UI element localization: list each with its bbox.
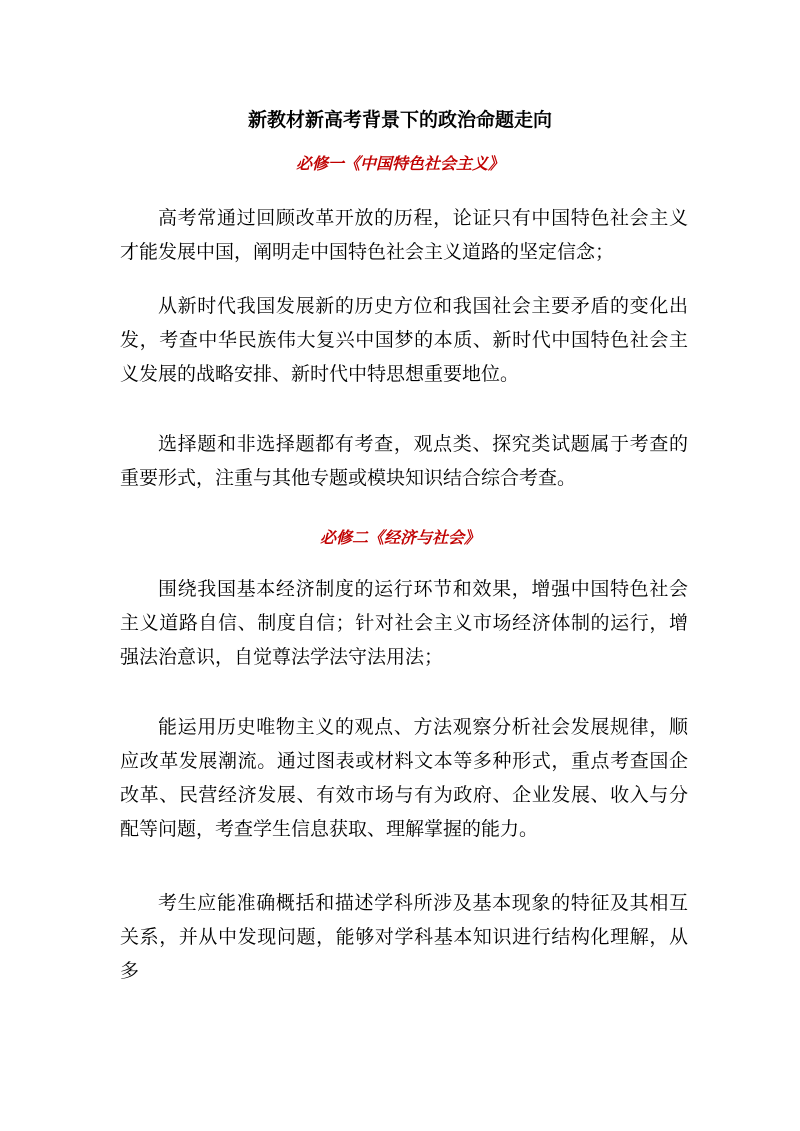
paragraph: 考生应能准确概括和描述学科所涉及基本现象的特征及其相互关系，并从中发现问题，能够对学科基本知识进行结构化理解，从多 xyxy=(120,892,688,982)
paragraph: 能运用历史唯物主义的观点、方法观察分析社会发展规律，顺应改革发展潮流。通过图表或材料文本等多种形式，重点考查国企改革、民营经济发展、有效市场与有为政府、企业发展、收入与分配等问题，考查学生信息获取、理解掌握的能力。 xyxy=(120,716,688,840)
paragraph: 选择题和非选择题都有考查，观点类、探究类试题属于考查的重要形式，注重与其他专题或模块知识结合综合考查。 xyxy=(120,433,688,489)
document-title: 新教材新高考背景下的政治命题走向 xyxy=(247,109,552,131)
paragraph: 从新时代我国发展新的历史方位和我国社会主要矛盾的变化出发，考查中华民族伟大复兴中国梦的本质、新时代中国特色社会主义发展的战略安排、新时代中特思想重要地位。 xyxy=(120,295,688,385)
paragraph: 高考常通过回顾改革开放的历程，论证只有中国特色社会主义才能发展中国，阐明走中国特色社会主义道路的坚定信念； xyxy=(120,207,688,263)
paragraph: 围绕我国基本经济制度的运行环节和效果，增强中国特色社会主义道路自信、制度自信；针对社会主义市场经济体制的运行，增强法治意识，自觉尊法学法守法用法； xyxy=(120,578,688,668)
section-heading-compulsory-1: 必修一《中国特色社会主义》 xyxy=(295,154,504,173)
section-heading-compulsory-2: 必修二《经济与社会》 xyxy=(319,528,480,547)
